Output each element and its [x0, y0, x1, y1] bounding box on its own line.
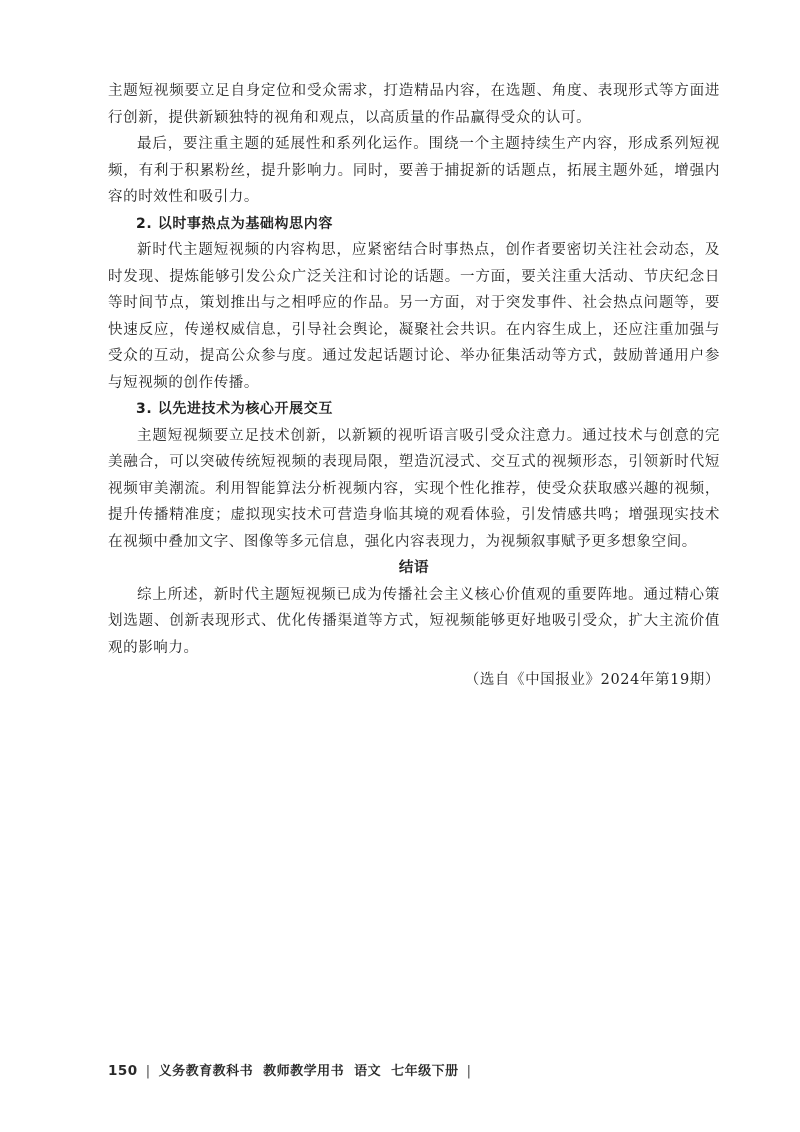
section-heading-3: 3. 以先进技术为核心开展交互 — [136, 401, 333, 417]
footer-divider-end: | — [466, 1064, 472, 1079]
page-footer — [108, 1060, 480, 1079]
conclusion-title: 结语 — [398, 560, 430, 576]
paragraph-3: 新时代主题短视频的内容构思，应紧密结合时事热点，创作者要密切关注社会动态，及时发现、提炼能够引发公众广泛关注和讨论的话题。一方面，要关注重大活动、节庆纪念日等时间节点，策划推出与之相呼应的作品。另一方面，对于突发事件、社会热点问题等，要快速反应，传递权威信息，引导社会舆论，凝聚社会共识。在内容生成上，还应注重加强与受众的互动，提高公众参与度。通过发起话题讨论、举办征集活动等方式，鼓励普通用户参与短视频的创作传播。 — [108, 242, 720, 391]
article-body — [108, 78, 720, 694]
paragraph-5: 综上所述，新时代主题短视频已成为传播社会主义核心价值观的重要阵地。通过精心策划选题、创新表现形式、优化传播渠道等方式，短视频能够更好地吸引受众，扩大主流价值观的影响力。 — [108, 586, 720, 656]
page-number: 150 — [108, 1063, 138, 1079]
footer-divider: | — [145, 1064, 151, 1079]
grade: 七年级下册 — [391, 1064, 459, 1079]
section-heading-2: 2. 以时事热点为基础构思内容 — [136, 215, 333, 232]
source-citation: （选自《中国报业》2024年第19期） — [464, 672, 720, 688]
book-type: 教师教学用书 — [263, 1064, 345, 1079]
paragraph-2: 最后，要注重主题的延展性和系列化运作。围绕一个主题持续生产内容，形成系列短视频，有利于积累粉丝，提升影响力。同时，要善于捕捉新的话题点，拓展主题外延，增强内容的时效性和吸引力。 — [108, 136, 720, 205]
book-series: 义务教育教科书 — [158, 1064, 254, 1079]
subject: 语文 — [354, 1064, 382, 1079]
paragraph-4: 主题短视频要立足技术创新，以新颖的视听语言吸引受众注意力。通过技术与创意的完美融合，可以突破传统短视频的表现局限，塑造沉浸式、交互式的视频形态，引领新时代短视频审美潮流。利用智能算法分析视频内容，实现个性化推荐，使受众获取感兴趣的视频，提升传播精准度；虚拟现实技术可营造身临其境的观看体验，引发情感共鸣；增强现实技术在视频中叠加文字、图像等多元信息，强化内容表现力，为视频叙事赋予更多想象空间。 — [108, 427, 720, 550]
paragraph-1: 主题短视频要立足自身定位和受众需求，打造精品内容，在选题、角度、表现形式等方面进行创新，提供新颖独特的视角和观点，以高质量的作品赢得受众的认可。 — [108, 83, 720, 126]
